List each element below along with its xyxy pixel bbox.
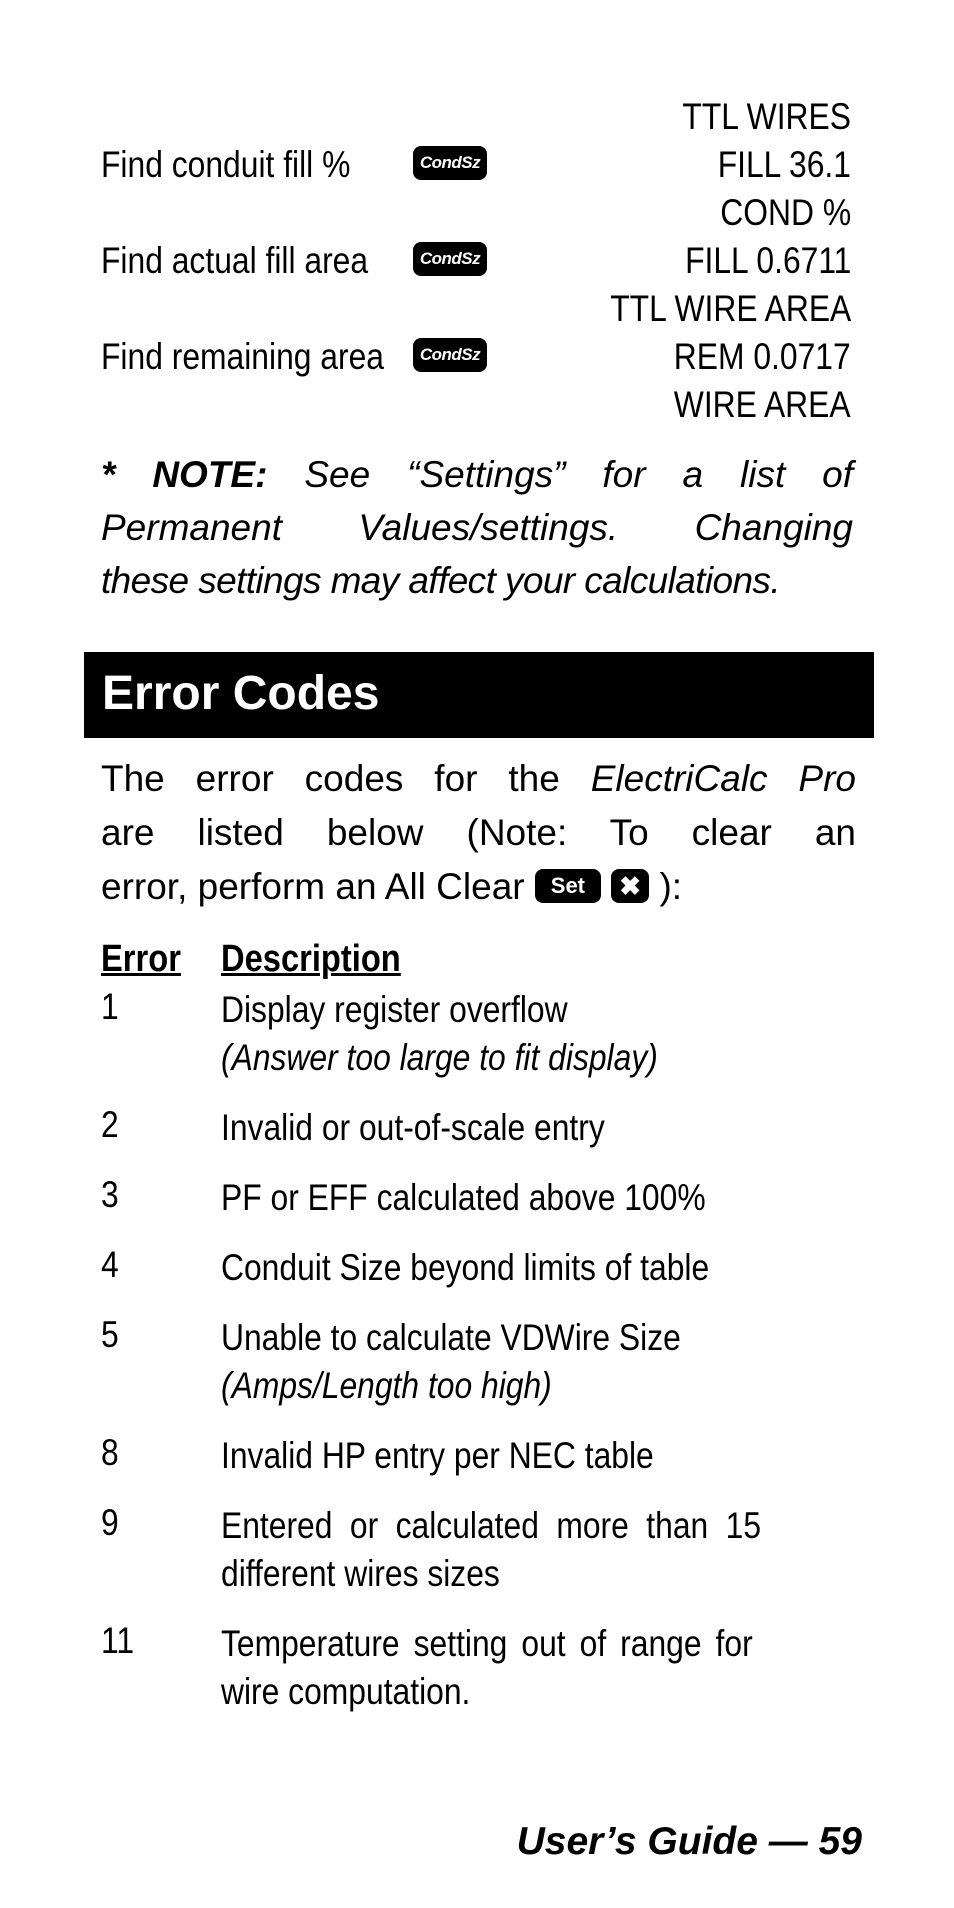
clear-x-key-icon: ✖: [611, 869, 649, 903]
intro-text-3: error, perform an All Clear: [101, 866, 525, 907]
intro-paragraph: [101, 752, 856, 914]
error-code: 3: [101, 1174, 119, 1215]
intro-text-2: are listed below (Note: To clear an: [101, 812, 856, 853]
error-code: 1: [101, 986, 119, 1027]
product-name: ElectriCalc Pro: [590, 758, 857, 799]
condsz-key-icon: CondSz: [413, 242, 487, 276]
display-text: COND %: [720, 192, 851, 233]
step-label-conduit-fill: Find conduit fill %: [101, 144, 351, 185]
error-description: Conduit Size beyond limits of table: [221, 1247, 710, 1288]
error-note: (Answer too large to fit display): [221, 1037, 658, 1078]
display-text: TTL WIRE AREA: [609, 288, 851, 329]
error-code: 4: [101, 1244, 119, 1285]
error-code: 11: [101, 1620, 135, 1661]
error-description: Entered or calculated more than 15: [221, 1505, 762, 1546]
error-description: Temperature setting out of range for: [221, 1623, 753, 1664]
display-result: FILL 0.6711: [684, 240, 851, 281]
error-description: Invalid or out-of-scale entry: [221, 1107, 605, 1148]
section-title: Error Codes: [102, 667, 380, 720]
error-note: (Amps/Length too high): [221, 1365, 552, 1406]
step-label-remaining-area: Find remaining area: [101, 336, 384, 377]
error-code: 9: [101, 1502, 119, 1543]
page-footer: User’s Guide — 59: [516, 1820, 862, 1863]
error-description: Display register overflow: [221, 989, 568, 1030]
condsz-key-icon: CondSz: [413, 338, 487, 372]
error-description: Unable to calculate VDWire Size: [221, 1317, 681, 1358]
error-description: Invalid HP entry per NEC table: [221, 1435, 654, 1476]
error-code: 8: [101, 1432, 119, 1473]
column-header-description: Description: [221, 938, 401, 980]
error-description: PF or EFF calculated above 100%: [221, 1177, 706, 1218]
note-prefix: * NOTE:: [101, 454, 268, 495]
display-result: FILL 36.1: [717, 144, 851, 185]
set-key-icon: Set: [535, 869, 601, 903]
step-label-actual-fill: Find actual fill area: [101, 240, 369, 281]
note-line-2: Permanent Values/settings. Changing: [101, 507, 853, 548]
condsz-key-icon: CondSz: [413, 146, 487, 180]
error-description-continued: wire computation.: [221, 1671, 471, 1712]
error-code: 2: [101, 1104, 119, 1145]
intro-text-4: ):: [659, 866, 683, 907]
error-code: 5: [101, 1314, 119, 1355]
display-result: REM 0.0717: [674, 336, 851, 377]
section-banner: [84, 652, 874, 738]
display-text: TTL WIRES: [682, 96, 851, 137]
note-line-1: See “Settings” for a list of: [304, 454, 854, 495]
note-line-3: these settings may affect your calculations.: [101, 560, 781, 601]
column-header-error: Error: [101, 938, 181, 980]
intro-text-1: The error codes for the: [101, 758, 560, 799]
settings-note: [101, 448, 853, 607]
error-description-continued: different wires sizes: [221, 1553, 500, 1594]
display-text: WIRE AREA: [674, 384, 851, 425]
conduit-steps: [101, 96, 851, 426]
